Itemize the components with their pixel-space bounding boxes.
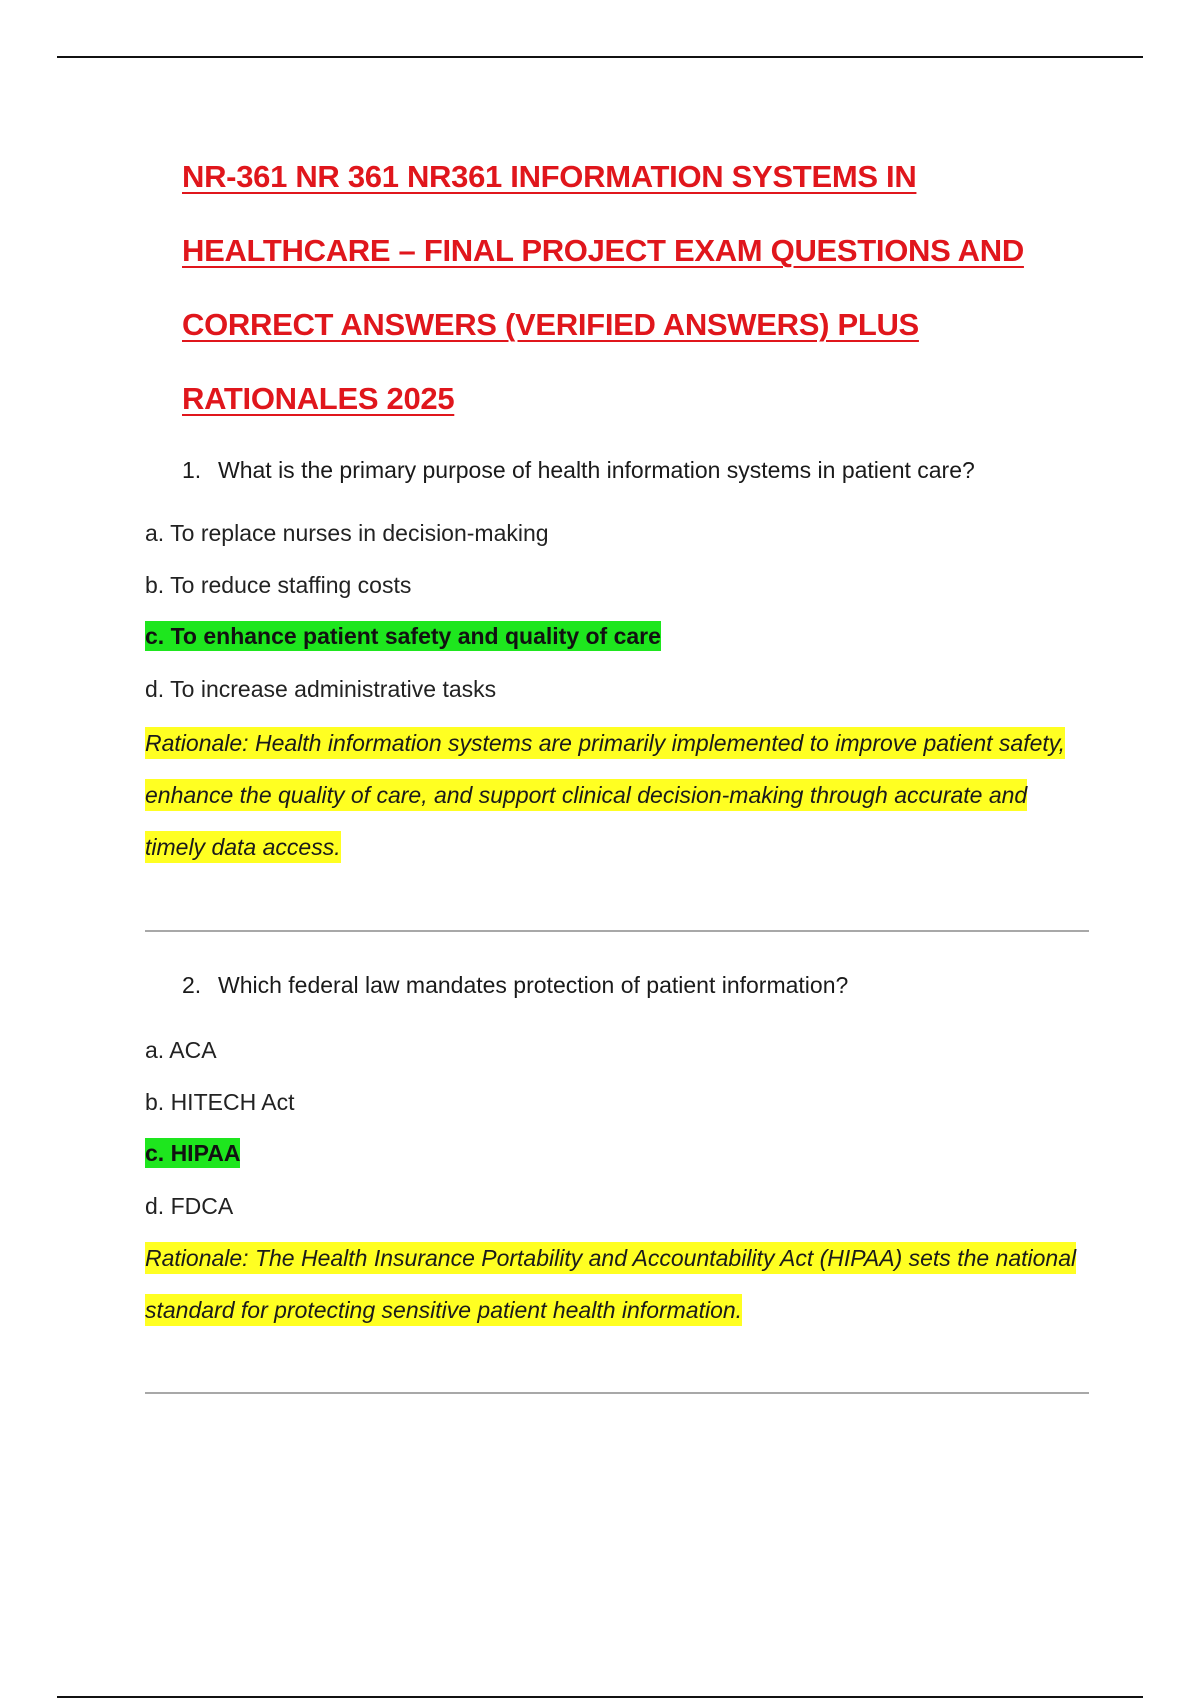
question-1 xyxy=(145,455,1090,873)
option-b: b. To reduce staffing costs xyxy=(145,572,412,598)
rationale: Rationale: The Health Insurance Portability and Accountability Act (HIPAA) sets the national standard for protecting sensitive patient health information. xyxy=(145,1232,1090,1336)
option-a: a. ACA xyxy=(145,1037,217,1063)
question-number: 2. xyxy=(182,972,202,998)
option-d: d. To increase administrative tasks xyxy=(145,676,497,702)
question-number: 1. xyxy=(182,457,202,483)
option-c-correct: c. To enhance patient safety and quality of care xyxy=(145,623,661,649)
option-a: a. To replace nurses in decision-making xyxy=(145,520,549,546)
question-separator xyxy=(145,930,1089,932)
bottom-rule xyxy=(57,1696,1143,1698)
question-text: Which federal law mandates protection of patient information? xyxy=(218,972,849,998)
question-text: What is the primary purpose of health information systems in patient care? xyxy=(218,457,975,483)
option-d: d. FDCA xyxy=(145,1193,234,1219)
option-c-correct: c. HIPAA xyxy=(145,1140,241,1166)
document-title: NR-361 NR 361 NR361 INFORMATION SYSTEMS IN HEALTHCARE – FINAL PROJECT EXAM QUESTIONS AND CORRECT ANSWERS (VERIFIED ANSWERS) PLUS RATIONALES 2025 xyxy=(182,159,1024,416)
question-2 xyxy=(145,970,1090,1336)
option-b: b. HITECH Act xyxy=(145,1089,295,1115)
rationale: Rationale: Health information systems are primarily implemented to improve patient safety, enhance the quality of care, and support clinical decision-making through accurate and timely data access. xyxy=(145,717,1090,873)
top-rule xyxy=(57,56,1143,58)
question-stem xyxy=(182,455,1090,485)
question-stem xyxy=(182,970,1090,1000)
question-separator xyxy=(145,1392,1089,1394)
